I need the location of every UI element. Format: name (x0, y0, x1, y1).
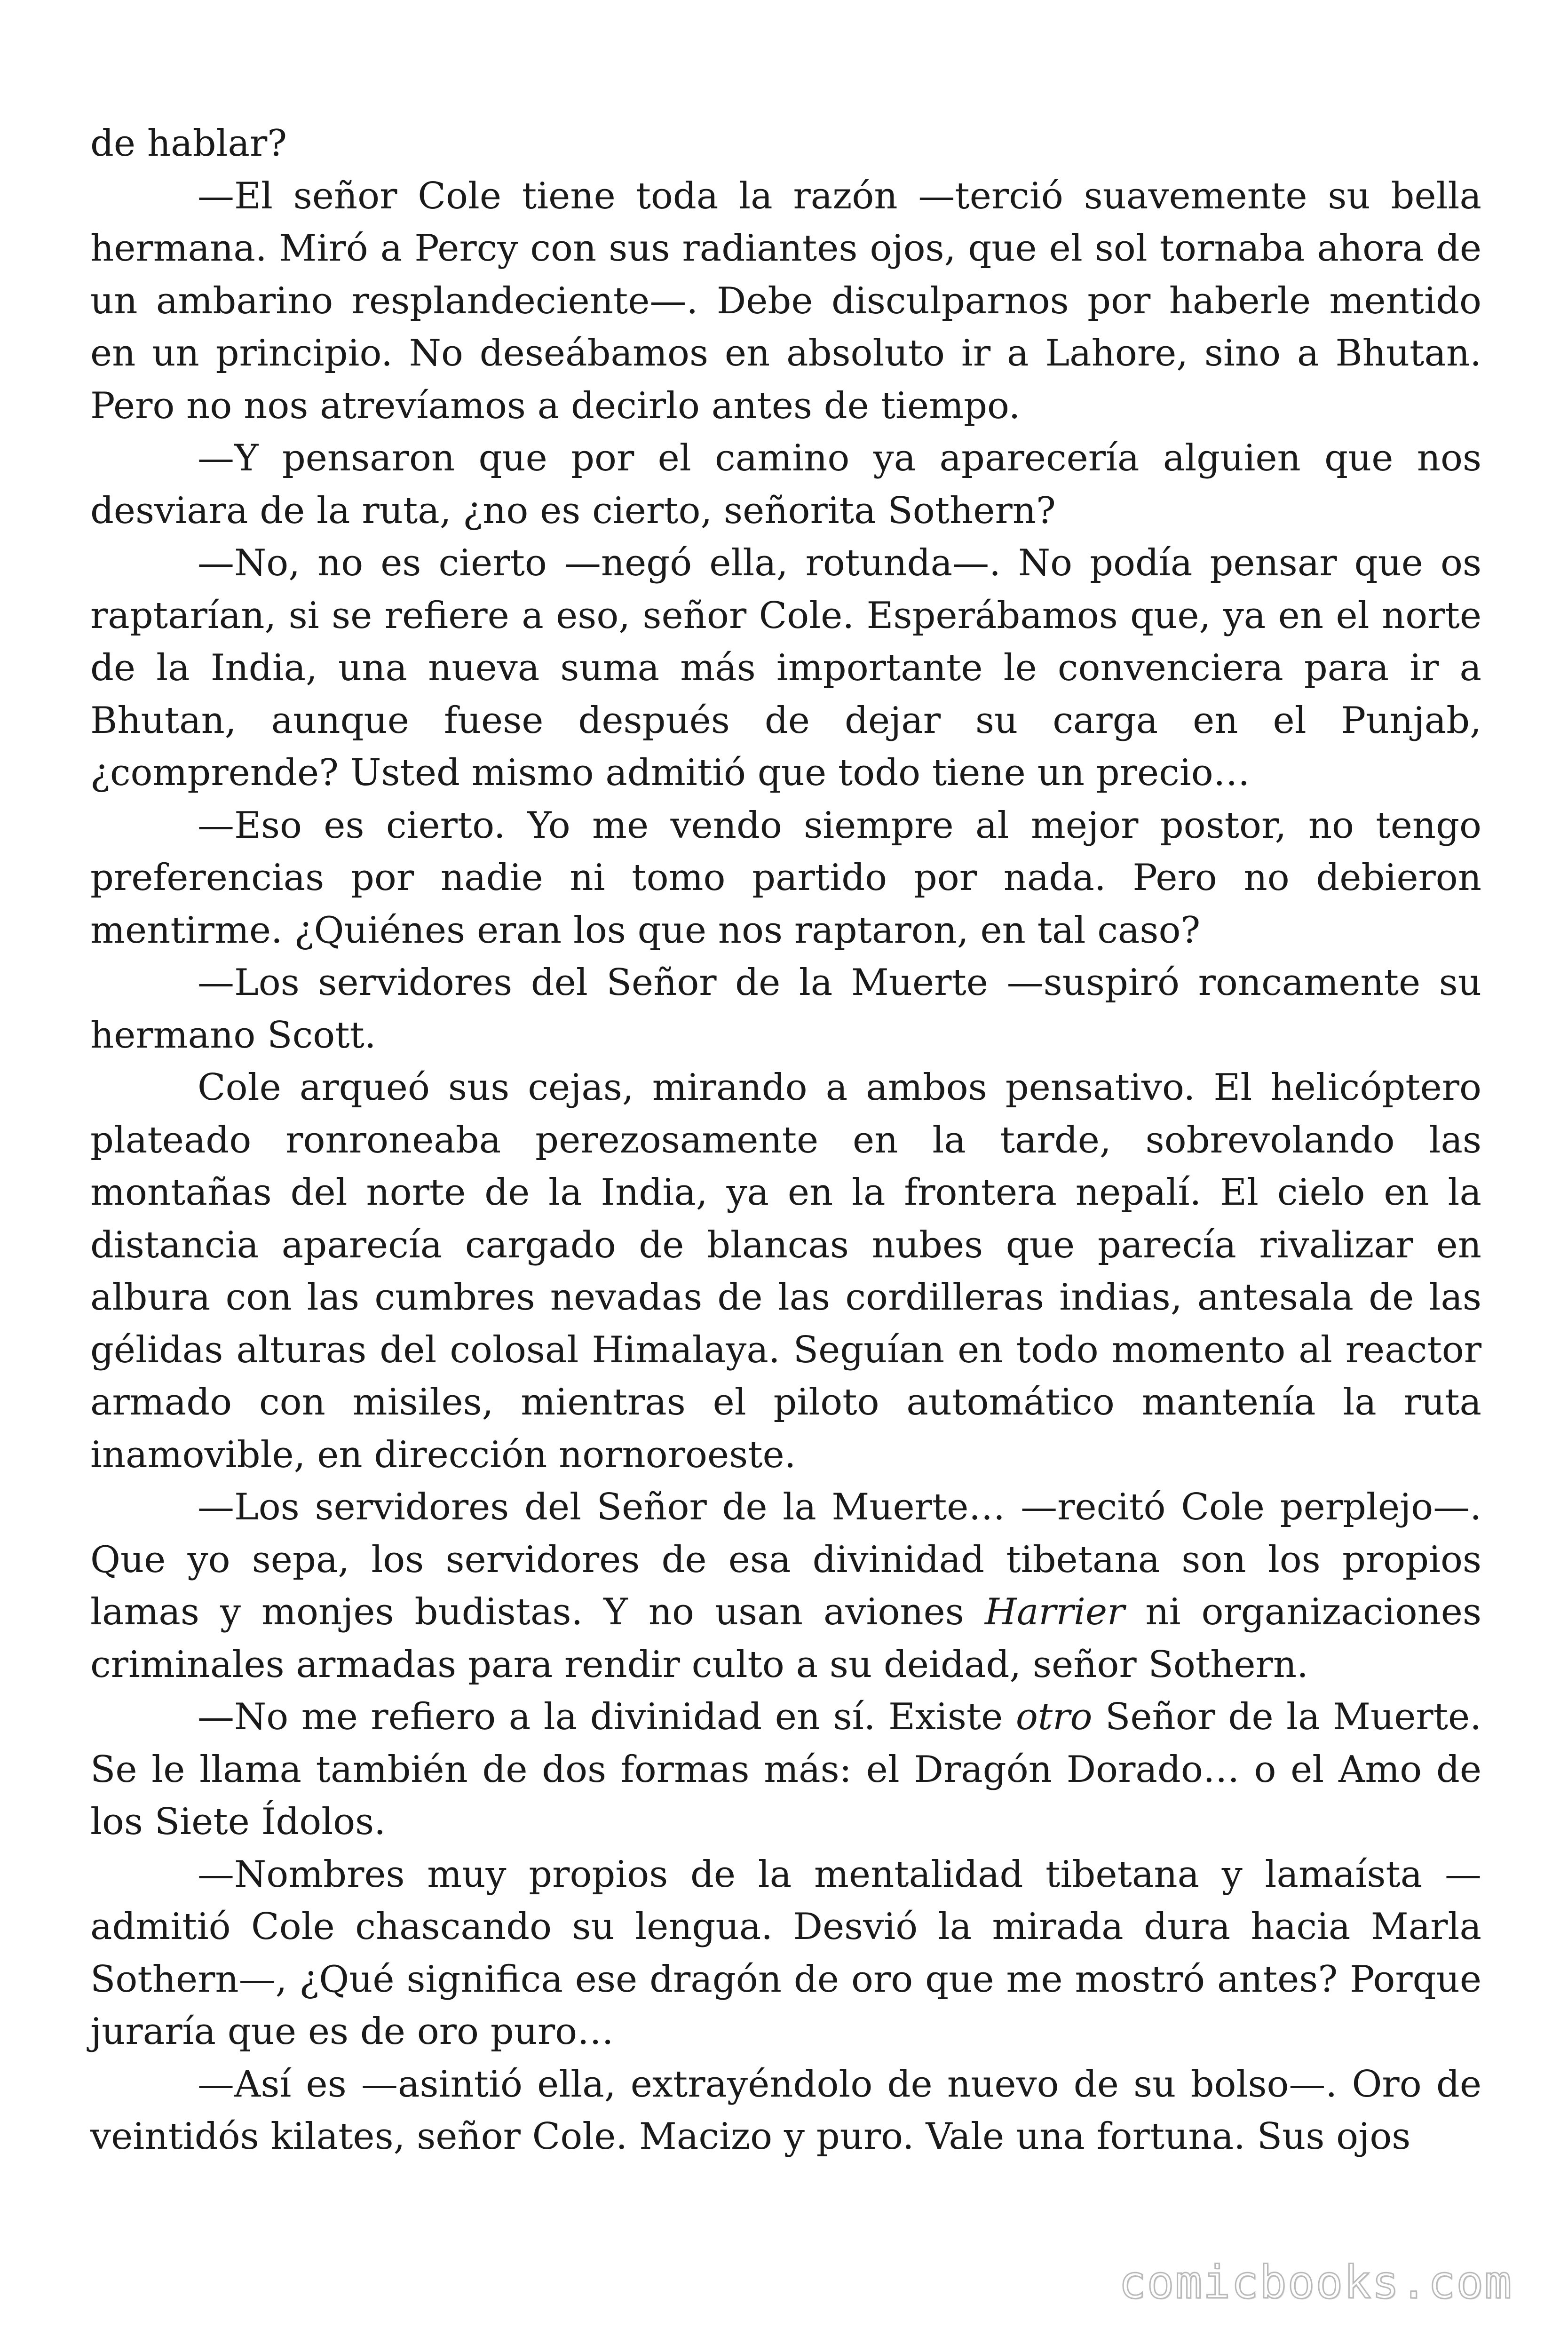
paragraph-6: —Los servidores del Señor de la Muerte —suspiró roncamente su hermano Scott. (90, 961, 1481, 1057)
paragraph-4: —No, no es cierto —negó ella, rotunda—. No podía pensar que os raptarían, si se refiere a eso, señor Cole. Esperábamos que, ya en el norte de la India, una nueva suma más importante le convenciera para ir a Bhutan, aunque fuese después de dejar su carga en el Punjab, ¿comprende? Usted mismo admitió que todo tiene un precio… (90, 542, 1481, 794)
paragraph-8: —Los servidores del Señor de la Muerte… —recitó Cole perplejo—. Que yo sepa, los servidores de esa divinidad tibetana son los propios lamas y monjes budistas. Y no usan aviones Harrier ni organizaciones criminales armadas para rendir culto a su deidad, señor Sothern. (90, 1486, 1481, 1686)
paragraph-5: —Eso es cierto. Yo me vendo siempre al mejor postor, no tengo preferencias por nadie ni tomo partido por nada. Pero no debieron mentirme. ¿Quiénes eran los que nos raptaron, en tal caso? (90, 804, 1481, 952)
watermark: comicbooks.com (1118, 2256, 1513, 2309)
paragraph-10: —Nombres muy propios de la mentalidad tibetana y lamaísta —admitió Cole chascando su lengua. Desvió la mirada dura hacia Marla Sothern—, ¿Qué significa ese dragón de oro que me mostró antes? Porque juraría que es de oro puro… (90, 1853, 1481, 2053)
italic-aircraft-name: Harrier (984, 1591, 1125, 1633)
paragraph-3: —Y pensaron que por el camino ya aparecería alguien que nos desviara de la ruta, ¿no es cierto, señorita Sothern? (90, 437, 1481, 532)
paragraph-2: —El señor Cole tiene toda la razón —terció suavemente su bella hermana. Miró a Percy con sus radiantes ojos, que el sol tornaba ahora de un ambarino resplandeciente—. Debe disculparnos por haberle mentido en un principio. No deseábamos en absoluto ir a Lahore, sino a Bhutan. Pero no nos atrevíamos a decirlo antes de tiempo. (90, 175, 1481, 427)
paragraph-11: —Así es —asintió ella, extrayéndolo de nuevo de su bolso—. Oro de veintidós kilates, señor Cole. Macizo y puro. Vale una fortuna. Sus ojos (90, 2063, 1481, 2158)
paragraph-7: Cole arqueó sus cejas, mirando a ambos pensativo. El helicóptero plateado ronroneaba perezosamente en la tarde, sobrevolando las montañas del norte de la India, ya en la frontera nepalí. El cielo en la distancia aparecía cargado de blancas nubes que parecía rivalizar en albura con las cumbres nevadas de las cordilleras indias, antesala de las gélidas alturas del colosal Himalaya. Seguían en todo momento al reactor armado con misiles, mientras el piloto automático mantenía la ruta inamovible, en dirección nornoroeste. (90, 1066, 1481, 1476)
paragraph-1: de hablar? (90, 122, 287, 165)
paragraph-9: —No me refiero a la divinidad en sí. Existe otro Señor de la Muerte. Se le llama también de dos formas más: el Dragón Dorado… o el Amo de los Siete Ídolos. (90, 1696, 1481, 1843)
italic-emphasis: otro (1015, 1696, 1093, 1738)
page-body (90, 118, 1481, 2163)
